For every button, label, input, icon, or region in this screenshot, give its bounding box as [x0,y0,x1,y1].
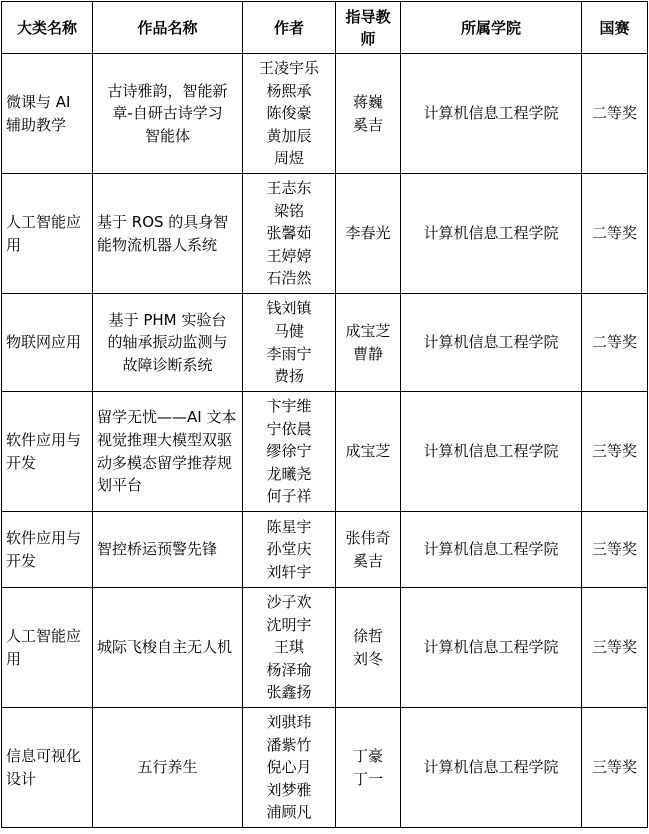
advisor-name: 徐哲 [352,626,383,645]
title-cell: 五行养生 [93,708,243,828]
author-name: 刘轩宇 [266,562,312,581]
author-name: 费扬 [273,367,304,386]
author-name: 张馨茹 [266,224,312,243]
advisors-cell [336,588,401,708]
college-cell: 计算机信息工程学院 [401,392,582,512]
author-name: 浦顾凡 [266,803,312,822]
title-cell: 留学无忧——AI 文本视觉推理大模型双驱动多模态留学推荐规划平台 [93,392,243,512]
author-name: 王凌宇乐 [258,59,319,78]
advisor-name: 奚吉 [352,115,383,134]
author-name: 黄加辰 [266,126,312,145]
header-advisors-line1: 指导教 [345,7,391,26]
college-cell: 计算机信息工程学院 [401,588,582,708]
category-cell: 人工智能应用 [2,174,93,294]
advisor-name: 刘冬 [352,649,383,668]
advisor-name: 丁一 [352,769,383,788]
advisor-name: 张伟奇 [345,528,391,547]
table-row [2,588,648,708]
category-cell: 信息可视化设计 [2,708,93,828]
authors-cell [243,708,336,828]
table-row [2,174,648,294]
author-name: 何子祥 [266,487,312,506]
advisor-name: 丁豪 [352,746,383,765]
advisor-name: 曹静 [352,344,383,363]
header-advisors-line2: 师 [360,29,376,48]
advisor-name: 成宝芝 [345,321,391,340]
advisor-name: 蒋巍 [352,92,383,111]
header-title: 作品名称 [93,2,243,54]
header-row [2,2,648,54]
author-name: 梁铭 [273,201,304,220]
header-category: 大类名称 [2,2,93,54]
award-cell: 二等奖 [582,174,648,294]
author-name: 缪徐宁 [266,442,312,461]
title-cell: 智控桥运预警先锋 [93,512,243,588]
table-row [2,294,648,392]
authors-cell [243,54,336,174]
table-row [2,392,648,512]
advisors-cell [336,392,401,512]
title-cell: 基于 PHM 实验台的轴承振动监测与故障诊断系统 [93,294,243,392]
author-name: 钱刘镇 [266,299,312,318]
author-name: 李雨宁 [266,344,312,363]
author-name: 马健 [273,321,304,340]
awards-table [1,1,648,828]
college-cell: 计算机信息工程学院 [401,512,582,588]
title-cell: 城际飞梭自主无人机 [93,588,243,708]
college-cell: 计算机信息工程学院 [401,54,582,174]
author-name: 周煜 [273,149,304,168]
advisors-cell [336,294,401,392]
author-name: 杨熙承 [266,81,312,100]
advisors-cell [336,54,401,174]
award-cell: 二等奖 [582,294,648,392]
author-name: 孙堂庆 [266,540,312,559]
authors-cell [243,512,336,588]
author-name: 王志东 [266,179,312,198]
author-name: 刘梦雅 [266,780,312,799]
header-award: 国赛 [582,2,648,54]
author-name: 石浩然 [266,269,312,288]
authors-cell [243,588,336,708]
header-college: 所属学院 [401,2,582,54]
authors-cell [243,174,336,294]
college-cell: 计算机信息工程学院 [401,294,582,392]
author-name: 倪心月 [266,758,312,777]
award-cell: 三等奖 [582,588,648,708]
advisor-name: 奚吉 [352,551,383,570]
advisor-name: 李春光 [345,224,391,243]
author-name: 潘紫竹 [266,735,312,754]
college-cell: 计算机信息工程学院 [401,174,582,294]
category-cell: 物联网应用 [2,294,93,392]
advisors-cell [336,174,401,294]
author-name: 王琪 [273,638,304,657]
table-row [2,708,648,828]
author-name: 张鑫扬 [266,683,312,702]
table-row [2,54,648,174]
category-cell: 软件应用与开发 [2,512,93,588]
authors-cell [243,392,336,512]
author-name: 沙子欢 [266,593,312,612]
category-cell: 软件应用与开发 [2,392,93,512]
author-name: 沈明宇 [266,615,312,634]
award-cell: 三等奖 [582,392,648,512]
header-advisors [336,2,401,54]
award-cell: 二等奖 [582,54,648,174]
author-name: 卞宇维 [266,397,312,416]
author-name: 陈星宇 [266,517,312,536]
table-row [2,512,648,588]
category-cell: 人工智能应用 [2,588,93,708]
advisor-name: 成宝芝 [345,442,391,461]
award-cell: 三等奖 [582,708,648,828]
authors-cell [243,294,336,392]
header-authors: 作者 [243,2,336,54]
college-cell: 计算机信息工程学院 [401,708,582,828]
author-name: 陈俊豪 [266,104,312,123]
title-cell: 古诗雅韵，智能新章-自研古诗学习智能体 [93,54,243,174]
advisors-cell [336,512,401,588]
author-name: 王婷婷 [266,246,312,265]
author-name: 刘骐玮 [266,713,312,732]
advisors-cell [336,708,401,828]
author-name: 龙曦尧 [266,464,312,483]
title-cell: 基于 ROS 的具身智能物流机器人系统 [93,174,243,294]
author-name: 宁依晨 [266,419,312,438]
award-cell: 三等奖 [582,512,648,588]
category-cell: 微课与 AI 辅助教学 [2,54,93,174]
author-name: 杨泽瑜 [266,660,312,679]
